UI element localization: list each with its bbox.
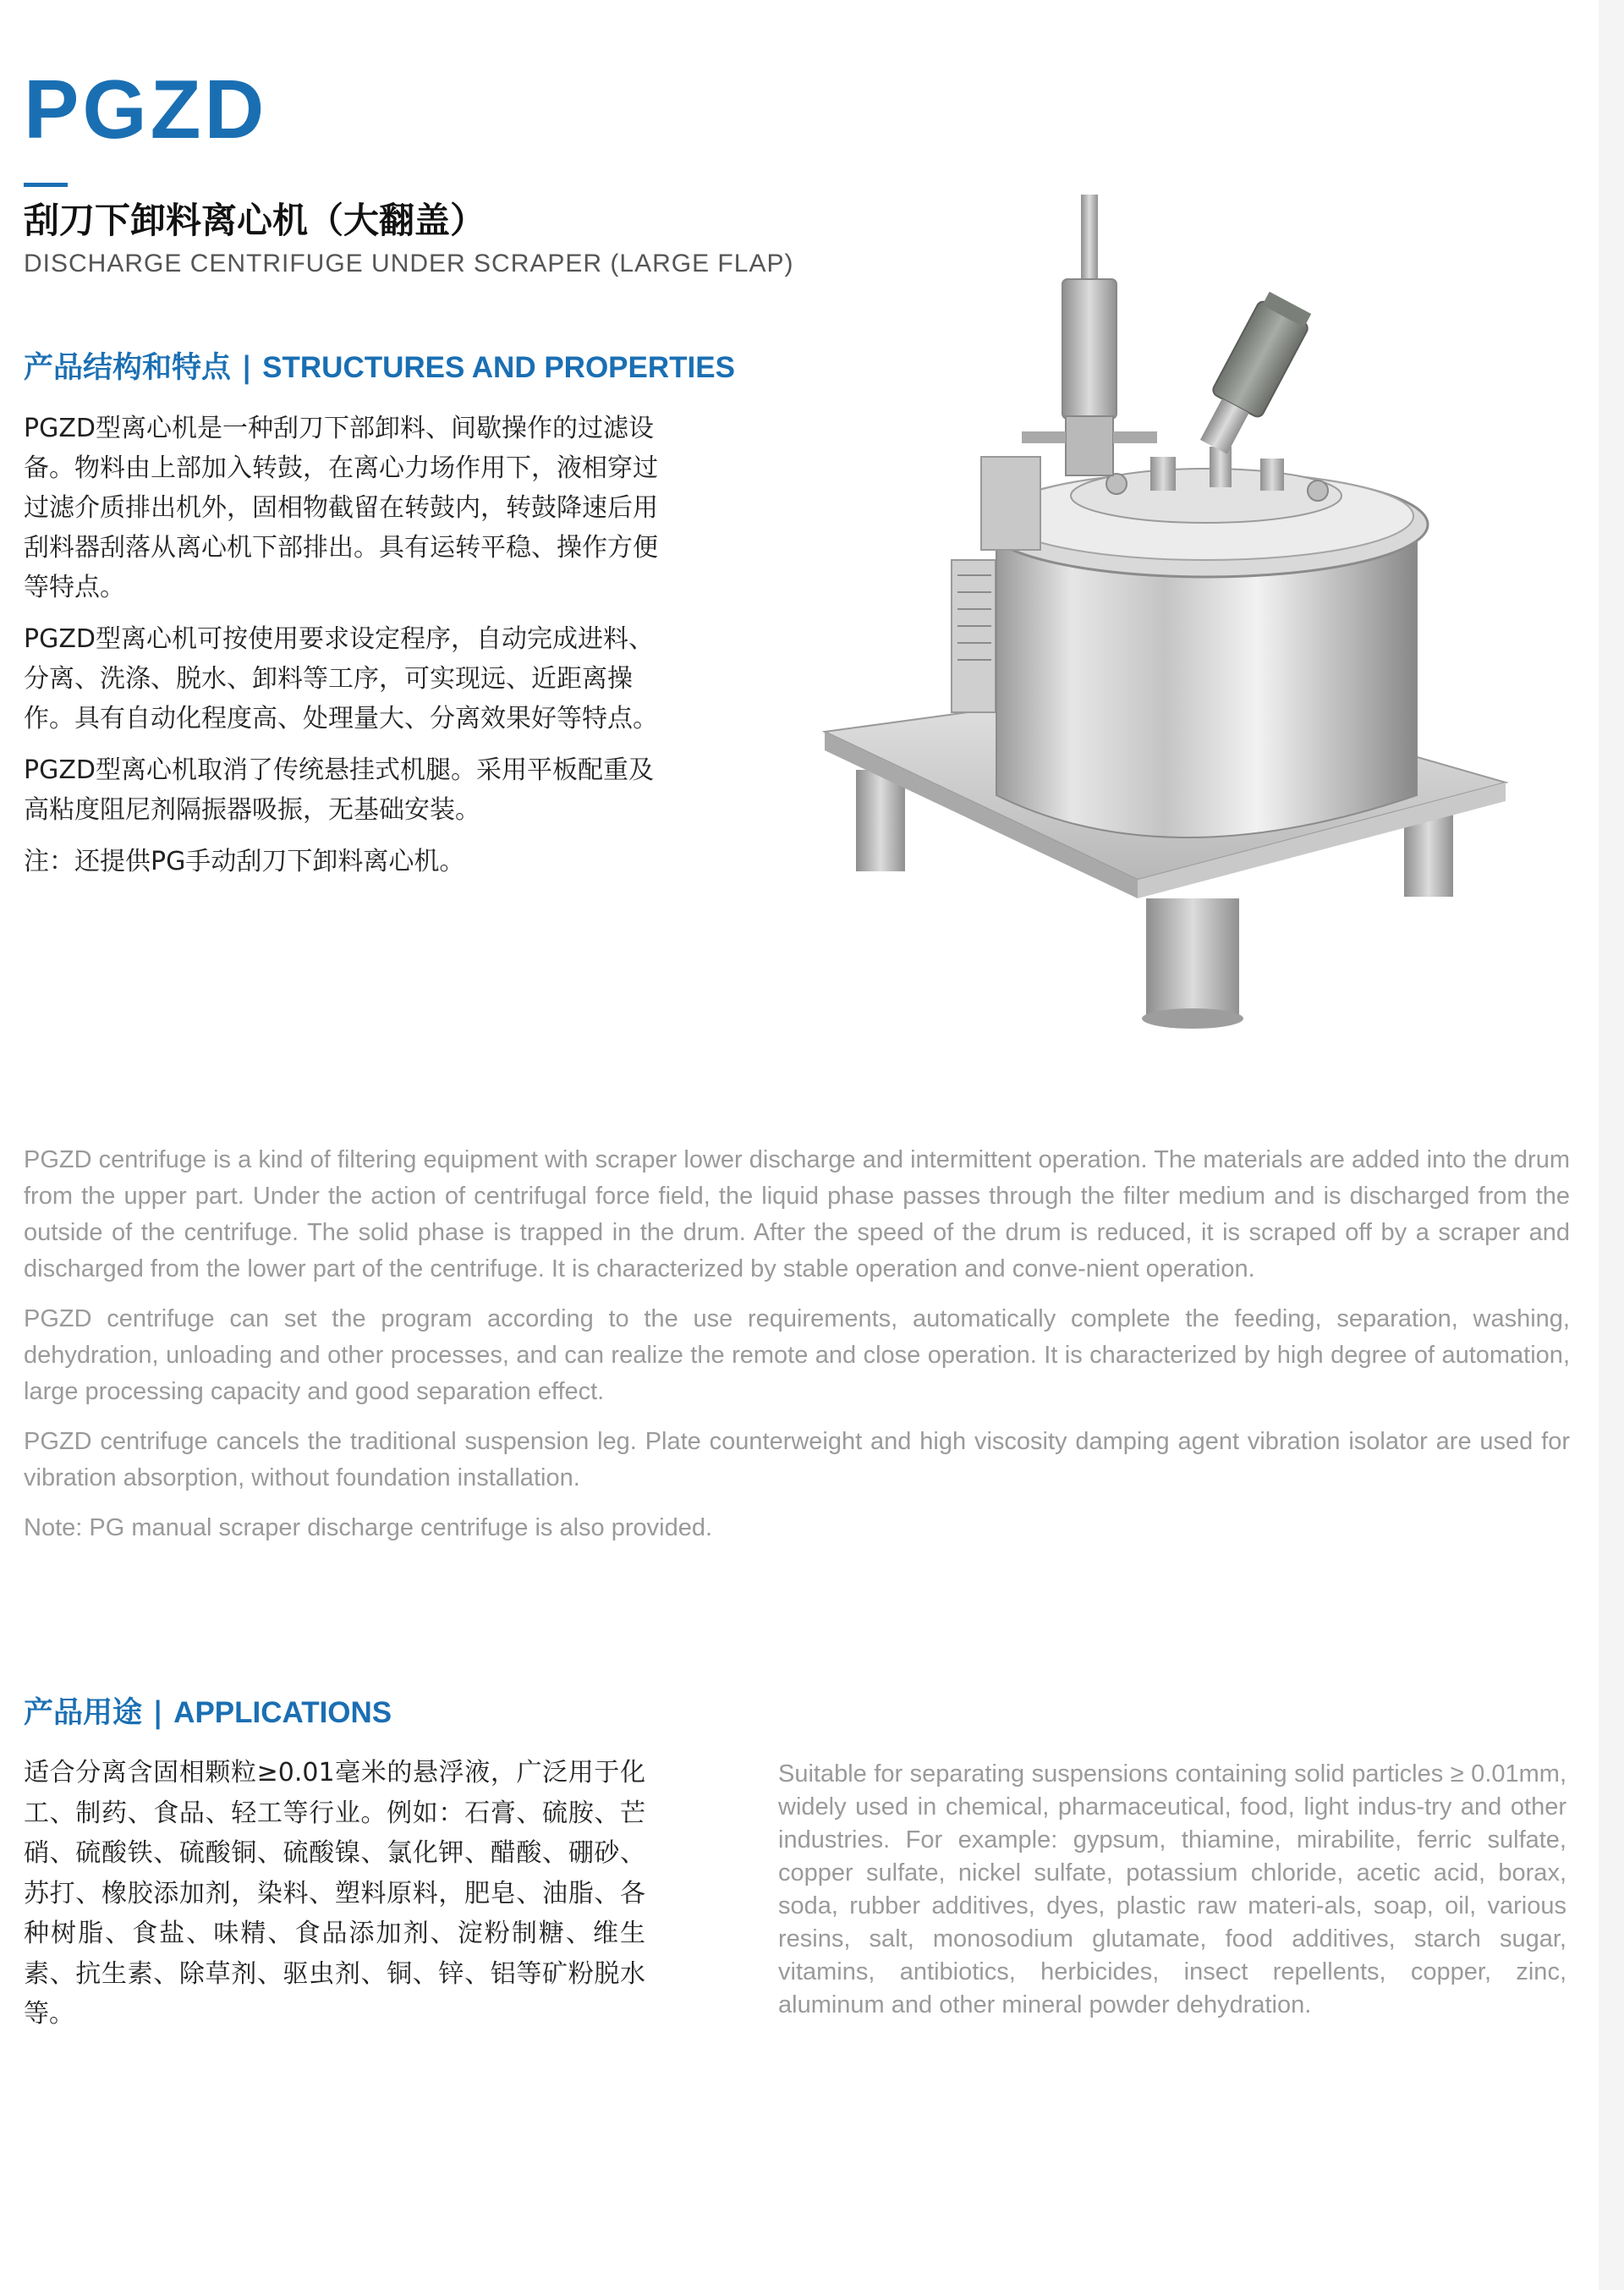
structures-en-paragraph-3: PGZD centrifuge cancels the traditional suspension leg. Plate counterweight and high viscosity damping agent vibration isolator are used for vibration absorption, without foundation installation.: [24, 1428, 1570, 1491]
applications-heading: [24, 1695, 392, 1731]
applications-text-en: Suitable for separating suspensions containing solid particles ≥ 0.01mm, widely used in chemical, pharmaceutical, food, light indus-try and other industries. For example: gypsum, thiamine, mirabilite, ferric sulfate, copper sulfate, nickel sulfate, potassium chloride, acetic acid, borax, soda, rubber additives, dyes, plastic raw materi-als, soap, oil, various resins, salt, monosodium glutamate, food additives, starch sugar, vitamins, antibiotics, herbicides, insect repellents, copper, zinc, aluminum and other mineral powder dehydration.: [778, 1760, 1566, 2018]
structures-en-note: Note: PG manual scraper discharge centrifuge is also provided.: [24, 1514, 713, 1541]
structures-en-paragraph-2: PGZD centrifuge can set the program according to the use requirements, automatically complete the feeding, separation, washing, dehydration, unloading and other processes, and can realize the remote and close operation. It is characterized by high degree of automation, large processing capacity and good separation effect.: [24, 1305, 1570, 1405]
structures-heading-en: STRUCTURES AND PROPERTIES: [262, 351, 735, 384]
product-title-en: DISCHARGE CENTRIFUGE UNDER SCRAPER (LARGE FLAP): [24, 250, 794, 277]
structures-text-cn: [24, 409, 658, 893]
structures-en-paragraph-1: PGZD centrifuge is a kind of filtering equipment with scraper lower discharge and intermittent operation. The materials are added into the drum from the upper part. Under the action of centrifugal force field, the liquid phase passes through the filter medium and is discharged from the outside of the centrifuge. The solid phase is trapped in the drum. After the speed of the drum is reduced, it is scraped off by a scraper and discharged from the lower part of the centrifuge. It is characterized by stable operation and conve-nient operation.: [24, 1146, 1570, 1282]
structures-cn-paragraph-1: PGZD型离心机是一种刮刀下部卸料、间歇操作的过滤设备。物料由上部加入转鼓，在离心力场作用下，液相穿过过滤介质排出机外，固相物截留在转鼓内，转鼓降速后用刮料器刮落从离心机下部排出。具有运转平稳、操作方便等特点。: [24, 414, 658, 602]
applications-text-cn: 适合分离含固相颗粒≥0.01毫米的悬浮液，广泛用于化工、制药、食品、轻工等行业。例如：石膏、硫胺、芒硝、硫酸铁、硫酸铜、硫酸镍、氯化钾、醋酸、硼砂、苏打、橡胶添加剂，染料、塑料原料，肥皂、油脂、各种树脂、食盐、味精、食品添加剂、淀粉制糖、维生素、抗生素、除草剂、驱虫剂、铜、锌、铝等矿粉脱水等。: [24, 1758, 645, 2029]
model-title: PGZD: [24, 63, 268, 156]
structures-cn-paragraph-2: PGZD型离心机可按使用要求设定程序，自动完成进料、分离、洗涤、脱水、卸料等工序，可实现远、近距离操作。具有自动化程度高、处理量大、分离效果好等特点。: [24, 624, 658, 733]
structures-heading: [24, 350, 735, 386]
applications-heading-sep: |: [142, 1696, 174, 1730]
structures-cn-paragraph-3: PGZD型离心机取消了传统悬挂式机腿。采用平板配重及高粘度阻尼剂隔振器吸振，无基础安装。: [24, 755, 654, 825]
structures-heading-sep: |: [231, 351, 263, 385]
page-edge-strip: [1599, 0, 1624, 2290]
structures-cn-note: 注：还提供PG手动刮刀下卸料离心机。: [24, 847, 465, 876]
structures-text-en: [24, 1142, 1570, 1560]
structures-heading-cn: 产品结构和特点: [24, 351, 232, 385]
accent-bar: [24, 183, 68, 187]
product-title-cn: 刮刀下卸料离心机（大翻盖）: [24, 200, 486, 241]
applications-heading-cn: 产品用途: [24, 1696, 143, 1730]
applications-heading-en: APPLICATIONS: [173, 1696, 392, 1729]
centrifuge-machine-image: [812, 178, 1514, 1066]
